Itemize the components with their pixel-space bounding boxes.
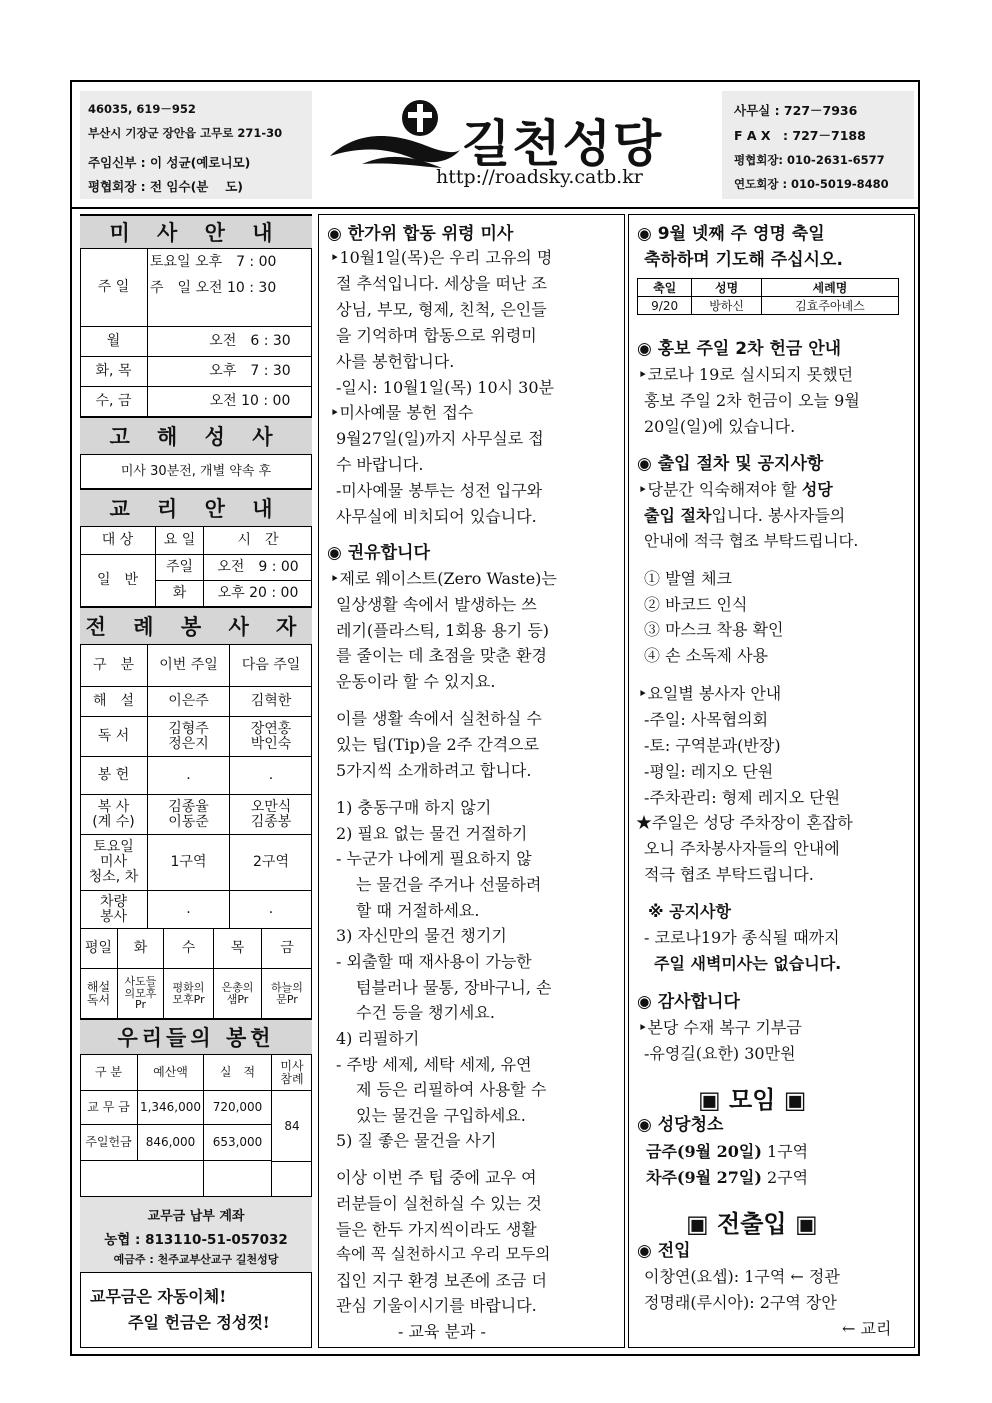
feast-baptism: 김효주아녜스 (761, 297, 898, 315)
server-label-2: (계 수) (92, 813, 135, 830)
entry-line-2b: 입니다. 봉사자들의 (711, 506, 846, 525)
reading-next-1: 장연홍 (250, 720, 292, 737)
entry-step-4: ④ 손 소독제 사용 (644, 646, 768, 665)
reading-label: 독 서 (80, 717, 148, 757)
tip-3-desc-1: - 외출할 때 재사용이 가능한 (336, 952, 532, 971)
tip-2: 2) 필요 없는 물건 거절하기 (336, 824, 528, 843)
offer-header-actual: 실 적 (204, 1055, 272, 1091)
doctrine-day-1: 주일 (156, 555, 204, 581)
transfer-in-2: 정명래(루시아): 2구역 장안 (644, 1293, 837, 1312)
offer-r2-actual: 653,000 (204, 1125, 272, 1161)
notice-line-2: 주일 새벽미사는 없습니다. (654, 954, 842, 973)
tue-legion (118, 969, 164, 1019)
recommend-line-8: 5가지씩 소개하려고 합니다. (336, 761, 532, 780)
transfer-in-title: ◉ 전입 (637, 1241, 691, 1261)
sunday-offering-note: 주일 헌금은 정성껏! (128, 1313, 270, 1332)
offer-r1-label: 교 무 금 (80, 1091, 138, 1125)
thanks-title: ◉ 감사합니다 (637, 992, 740, 1012)
entry-line-1b: 성당 (801, 480, 833, 499)
tip-2-desc-3: 할 때 거절하세요. (356, 901, 480, 920)
entry-line-3: 안내에 적극 협조 부탁드립니다. (644, 532, 859, 550)
tip-2-desc-2: 는 물건을 주거나 선물하려 (356, 875, 542, 894)
monday-mass-time: 오전 6 : 30 (148, 327, 312, 357)
liturgy-header-this: 이번 주일 (148, 645, 230, 687)
doctrine-time-2: 오후 20 : 00 (204, 581, 312, 607)
church-name: 길천성당 (462, 115, 664, 173)
volunteer-title: ‣요일별 봉사자 안내 (638, 684, 782, 703)
volunteer-parking: -주차관리: 형제 레지오 단원 (644, 788, 841, 807)
collection-line-1: ‣코로나 19로 실시되지 못했던 (638, 365, 854, 384)
notice-title: ※ 공지사항 (648, 902, 731, 921)
weekday-role-1: 해설 (86, 979, 111, 994)
sunday-label: 주 일 (80, 249, 148, 327)
car-label-2: 봉사 (99, 908, 128, 925)
cleaning-title: ◉ 성당청소 (637, 1115, 724, 1135)
recommend-title: ◉ 권유합니다 (327, 543, 430, 563)
server-next (230, 795, 312, 835)
doctrine-general: 일 반 (80, 555, 156, 607)
feast-subtitle: 축하하며 기도해 주십시오. (644, 250, 843, 270)
commentary-this: 이은주 (148, 687, 230, 717)
notice-line-1: - 코로나19가 종식될 때까지 (644, 928, 840, 947)
meeting-heading: ▣ 모임 ▣ (698, 1086, 807, 1114)
volunteer-saturday: -토: 구역분과(반장) (644, 736, 781, 755)
parking-note-3: 적극 협조 부탁드립니다. (644, 865, 814, 884)
header-info-left (80, 91, 312, 199)
recommend-line-2: 일상생활 속에서 발생하는 쓰 (336, 595, 537, 614)
transfer-heading: ▣ 전출입 ▣ (686, 1210, 818, 1238)
cleaning-this-week-date: 금주(9월 20일) (646, 1142, 762, 1161)
closing-line-2: 러분들이 실천하실 수 있는 것 (336, 1194, 542, 1213)
server-label (80, 795, 148, 835)
chuseok-line-3: 상님, 부모, 형제, 친척, 은인들 (336, 300, 547, 319)
confession-text: 미사 30분전, 개별 약속 후 (80, 455, 312, 489)
fri-legion-1: 하늘의 (271, 980, 303, 994)
recommend-line-7: 있는 팁(Tip)을 2주 간격으로 (336, 735, 540, 754)
feast-day: 9/20 (638, 297, 692, 315)
closing-line-3: 들은 한두 가지씩이라도 생활 (336, 1220, 537, 1239)
reading-this-2: 정은지 (168, 735, 209, 752)
church-logo-icon (322, 96, 462, 176)
doctrine-header-target: 대 상 (80, 527, 156, 555)
feast-title: ◉ 9월 넷째 주 영명 축일 (637, 224, 825, 244)
cleaning-next-week-date: 차주(9월 27일) (646, 1168, 762, 1187)
tip-4-desc-2: 제 등은 리필하여 사용할 수 (356, 1080, 547, 1099)
car-label-1: 차량 (99, 893, 128, 910)
server-this-1: 김종율 (168, 798, 209, 815)
weekday-role (80, 969, 118, 1019)
thu-legion-2: 샘Pr (226, 992, 249, 1006)
chuseok-line-10: -미사예물 봉투는 성전 입구와 (336, 481, 543, 500)
chuseok-line-6: -일시: 10월1일(목) 10시 30분 (336, 378, 554, 397)
offer-header-budget: 예산액 (138, 1055, 204, 1091)
recommend-line-1: ‣제로 웨이스트(Zero Waste)는 (330, 569, 557, 588)
chuseok-line-8: 9월27일(일)까지 사무실로 접 (336, 429, 544, 448)
offering-label: 봉 헌 (80, 757, 148, 795)
offer-header-attendance (272, 1055, 312, 1091)
reading-next-2: 박인숙 (250, 735, 292, 752)
collection-line-2: 홍보 주일 2차 헌금이 오늘 9월 (644, 391, 860, 410)
chuseok-line-1: ‣10월1일(목)은 우리 고유의 명 (330, 248, 553, 267)
doctrine-day-2: 화 (156, 581, 204, 607)
cleaning-label (80, 835, 148, 891)
car-label (80, 891, 148, 929)
offer-empty-1 (80, 1161, 204, 1197)
doctrine-time-1: 오전 9 : 00 (204, 555, 312, 581)
account-holder: 예금주 : 천주교부산교구 길천성당 (113, 1253, 279, 1266)
weekday-role-2: 독서 (86, 992, 111, 1007)
offer-header-att-1: 미사 (280, 1058, 304, 1073)
offer-r2-budget: 846,000 (138, 1125, 204, 1161)
wed-legion (164, 969, 214, 1019)
entry-procedure-title: ◉ 출입 절차 및 공지사항 (637, 454, 824, 474)
office-phone: 사무실 : 727－7936 (734, 103, 858, 118)
closing-line-6: 관심 기울이시기를 바랍니다. (336, 1296, 537, 1315)
wed-legion-2: 모후Pr (172, 992, 205, 1006)
liturgy-header-next: 다음 주일 (230, 645, 312, 687)
cleaning-next-week (646, 1170, 808, 1186)
offer-header-att-2: 참례 (280, 1071, 304, 1086)
tip-2-desc-1: - 누군가 나에게 필요하지 않 (336, 849, 532, 868)
recommend-line-3: 레기(플라스틱, 1회용 용기 등) (336, 621, 550, 640)
server-this (148, 795, 230, 835)
tip-5: 5) 질 좋은 물건을 사기 (336, 1131, 497, 1150)
thanks-line-1: ‣본당 수재 복구 기부금 (638, 1018, 802, 1037)
thu-legion (214, 969, 262, 1019)
tue-thu-mass-time: 오후 7 : 30 (148, 357, 312, 387)
chuseok-line-9: 수 바랍니다. (336, 455, 424, 474)
offer-empty-2 (204, 1161, 272, 1197)
tip-3-desc-2: 텀블러나 물통, 장바구니, 손 (356, 978, 552, 997)
saturday-mass-time: 토요일 오후 7 : 00 (150, 253, 277, 270)
weekday-label: 평일 (80, 929, 118, 969)
feast-table (637, 278, 899, 315)
transfer-in-1: 이창연(요셉): 1구역 ← 정관 (644, 1267, 840, 1286)
tue-legion-2: 의모후 (124, 986, 157, 1000)
sunday-mass-time: 주 일 오전 10 : 30 (148, 275, 312, 327)
entry-step-1: ① 발열 체크 (644, 569, 732, 588)
offering-next: . (230, 757, 312, 795)
reading-this (148, 717, 230, 757)
chuseok-mass-title: ◉ 한가위 합동 위령 미사 (327, 224, 514, 244)
chuseok-line-4: 을 기억하며 합동으로 위령미 (336, 326, 537, 345)
feast-name: 방하신 (692, 297, 762, 315)
weekday-wed: 수 (164, 929, 214, 969)
weekday-fri: 금 (262, 929, 312, 969)
thu-legion-1: 은총의 (221, 980, 254, 994)
server-label-1: 복 사 (97, 798, 130, 815)
collection-line-3: 20일(일)에 있습니다. (644, 417, 796, 436)
liturgy-title: 전 례 봉 사 자 (80, 607, 312, 645)
tip-4-desc-1: - 주방 세제, 세탁 세제, 유연 (336, 1055, 532, 1074)
account-title: 교무금 납부 계좌 (147, 1209, 245, 1224)
server-next-1: 오만식 (250, 798, 292, 815)
doctrine-header-time: 시 간 (204, 527, 312, 555)
feast-header-row (638, 279, 899, 297)
liturgy-header-div: 구 분 (80, 645, 148, 687)
tue-legion-3: Pr (135, 998, 146, 1012)
car-next: . (230, 891, 312, 929)
header-info-right (722, 91, 914, 199)
reading-this-1: 김형주 (168, 720, 209, 737)
mass-schedule-title: 미 사 안 내 (80, 215, 312, 249)
council-phone: 평협회장: 010-2631-6577 (734, 153, 885, 167)
feast-h-baptism: 세례명 (761, 279, 898, 297)
recommend-line-6: 이를 생활 속에서 실천하실 수 (336, 709, 542, 728)
table-row (638, 297, 899, 315)
account-box (80, 1197, 312, 1273)
offer-attendance: 84 (284, 1118, 300, 1133)
wed-fri-label: 수, 금 (80, 387, 148, 417)
cleaning-this: 1구역 (148, 835, 230, 891)
fri-legion (262, 969, 312, 1019)
doctrine-title: 교 리 안 내 (80, 489, 312, 527)
offer-r2-label: 주일헌금 (80, 1125, 138, 1161)
account-number: 농협 : 813110-51-057032 (104, 1232, 288, 1248)
union-phone: 연도회장 : 010-5019-8480 (734, 177, 889, 191)
fri-legion-2: 문Pr (276, 992, 298, 1006)
pastor-name: 주임신부 : 이 성균(예로니모) (88, 155, 251, 170)
church-url[interactable]: http://roadsky.catb.kr (436, 166, 643, 188)
tip-4: 4) 리필하기 (336, 1029, 420, 1048)
cleaning-this-week-zone: 1구역 (761, 1142, 809, 1161)
entry-line-1a: ‣당분간 익숙해져야 할 (638, 480, 802, 499)
parking-note-1: ★주일은 성당 주차장이 혼잡하 (636, 813, 853, 832)
council-chair: 평협회장 : 전 임수(분 도) (88, 179, 244, 194)
transfer-in-2-origin: ← 교리 (842, 1319, 892, 1338)
offering-this: . (148, 757, 230, 795)
entry-line-2 (644, 508, 845, 524)
education-signature: - 교육 분과 - (398, 1322, 486, 1341)
closing-line-5: 집인 지구 환경 보존에 조금 더 (336, 1271, 547, 1290)
reading-next (230, 717, 312, 757)
tip-4-desc-3: 있는 물건을 구입하세요. (356, 1106, 526, 1125)
cleaning-next: 2구역 (230, 835, 312, 891)
volunteer-weekday: -평일: 레지오 단원 (644, 762, 774, 781)
weekday-tue: 화 (118, 929, 164, 969)
entry-line-1 (638, 482, 833, 498)
entry-step-3: ③ 마스크 착용 확인 (644, 620, 784, 639)
tip-1: 1) 충동구매 하지 않기 (336, 798, 492, 817)
wed-legion-1: 평화의 (172, 980, 205, 994)
tue-thu-label: 화, 목 (80, 357, 148, 387)
doctrine-header-day: 요 일 (156, 527, 204, 555)
offering-title: 우리들의 봉헌 (80, 1019, 312, 1055)
chuseok-line-7: ‣미사예물 봉헌 접수 (330, 403, 474, 422)
parking-note-2: 오니 주차봉사자들의 안내에 (644, 839, 840, 858)
recommend-line-4: 를 줄이는 데 초점을 맞춘 환경 (336, 646, 547, 665)
church-address: 부산시 기장군 장안읍 고무로 271-30 (88, 126, 283, 140)
car-this: . (148, 891, 230, 929)
commentary-next: 김혁한 (230, 687, 312, 717)
chuseok-line-11: 사무실에 비치되어 있습니다. (336, 507, 537, 526)
server-next-2: 김종봉 (250, 813, 292, 830)
header-divider (70, 207, 920, 209)
feast-h-day: 축일 (638, 279, 692, 297)
closing-line-1: 이상 이번 주 팁 중에 교우 여 (336, 1168, 537, 1187)
tip-3-desc-3: 수건 등을 챙기세요. (356, 1003, 495, 1022)
chuseok-line-2: 절 추석입니다. 세상을 떠난 조 (336, 274, 547, 293)
monday-label: 월 (80, 327, 148, 357)
entry-line-2a: 출입 절차 (644, 506, 712, 525)
fax-number: F A X : 727－7188 (734, 128, 866, 143)
closing-line-4: 속에 꼭 실천하시고 우리 모두의 (336, 1245, 551, 1263)
entry-step-2: ② 바코드 인식 (644, 595, 748, 614)
offer-header-div: 구 분 (80, 1055, 138, 1091)
wed-fri-mass-time: 오전 10 : 00 (148, 387, 312, 417)
feast-h-name: 성명 (692, 279, 762, 297)
chuseok-line-5: 사를 봉헌합니다. (336, 352, 455, 371)
tue-legion-1: 사도들 (124, 975, 157, 989)
cleaning-label-3: 청소, 차 (88, 868, 139, 885)
server-this-2: 이동준 (168, 813, 209, 830)
cleaning-next-week-zone: 2구역 (761, 1168, 809, 1187)
collection-title: ◉ 홍보 주일 2차 헌금 안내 (637, 339, 842, 359)
offer-r1-actual: 720,000 (204, 1091, 272, 1125)
offer-r1-budget: 1,346,000 (138, 1091, 204, 1125)
cleaning-label-2: 미사 (99, 854, 128, 871)
weekday-thu: 목 (214, 929, 262, 969)
cleaning-this-week (646, 1144, 808, 1160)
confession-title: 고 해 성 사 (80, 417, 312, 455)
postal-code: 46035, 619－952 (88, 102, 196, 116)
offer-empty-3 (272, 1161, 312, 1197)
commentary-label: 해 설 (80, 687, 148, 717)
volunteer-sunday: -주일: 사목협의회 (644, 710, 769, 729)
cleaning-label-1: 토요일 (93, 839, 134, 856)
tip-3: 3) 자신만의 물건 챙기기 (336, 926, 507, 945)
auto-transfer-note: 교무금은 자동이체! (90, 1287, 227, 1306)
recommend-line-5: 운동이라 할 수 있지요. (336, 672, 496, 691)
thanks-line-2: -유영길(요한) 30만원 (644, 1044, 796, 1063)
